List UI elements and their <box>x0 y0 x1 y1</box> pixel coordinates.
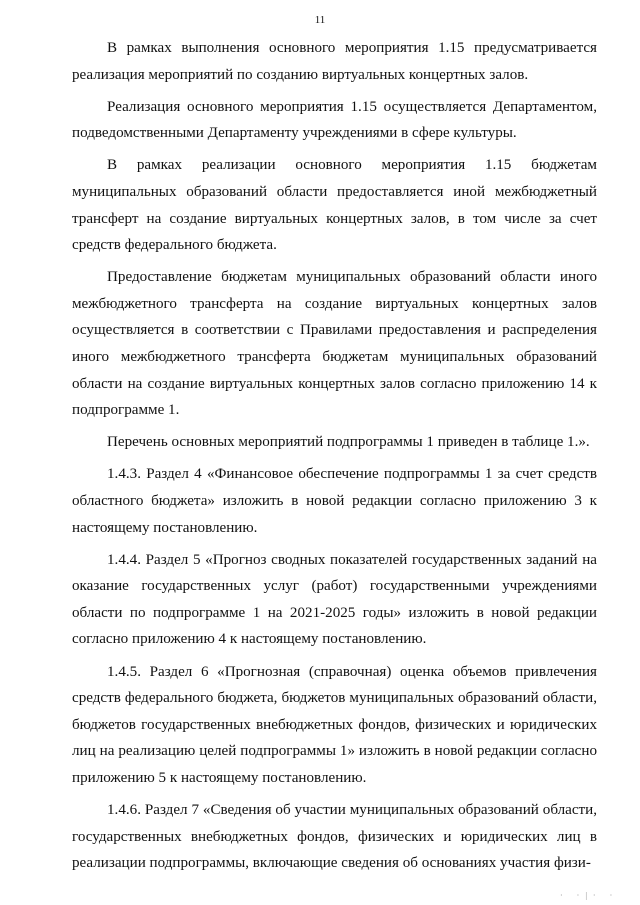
paragraph: 1.4.3. Раздел 4 «Финансовое обеспечение подпрограммы 1 за счет средств областного бюджета» изложить в новой редакции согласно приложению 3 к настоящему постановлению. <box>72 466 597 536</box>
page-number: 11 <box>314 14 326 26</box>
paragraph: 1.4.4. Раздел 5 «Прогноз сводных показателей государственных заданий на оказание государственных услуг (работ) государственными учреждениями области по подпрограмме 1 на 2021-2025 годы» изложить в новой редакции согласно приложению 4 к настоящему постановлению. <box>72 551 597 648</box>
document-body <box>72 35 597 882</box>
paragraph: Предоставление бюджетам муниципальных образований области иного межбюджетного трансферта на создание виртуальных концертных залов осуществляется в соответствии с Правилами предоставления и распределения иного межбюджетного трансферта бюджетам муниципальных образований области на создание виртуальных концертных залов согласно приложению 14 к подпрограмме 1. <box>72 269 597 419</box>
paragraph: Реализация основного мероприятия 1.15 осуществляется Департаментом, подведомственными Департаменту учреждениями в сфере культуры. <box>72 98 597 142</box>
paragraph: 1.4.6. Раздел 7 «Сведения об участии муниципальных образований области, государственных внебюджетных фондов, физических и юридических лиц в реализации подпрограммы, включающие сведения об основаниях участия физи- <box>72 802 597 872</box>
paragraph: Перечень основных мероприятий подпрограммы 1 приведен в таблице 1.». <box>107 434 590 451</box>
paragraph: 1.4.5. Раздел 6 «Прогнозная (справочная) оценка объемов привлечения средств федерального бюджета, бюджетов муниципальных образований области, бюджетов государственных внебюджетных фондов, физических и юридических лиц на реализацию целей подпрограммы 1» изложить в новой редакции согласно приложению 5 к настоящему постановлению. <box>72 663 597 786</box>
paragraph: В рамках реализации основного мероприятия 1.15 бюджетам муниципальных образований области предоставляется иной межбюджетный трансферт на создание виртуальных концертных залов, в том числе за счет средств федерального бюджета. <box>72 157 597 254</box>
scan-marks: · ·|· · <box>560 891 619 900</box>
paragraph: В рамках выполнения основного мероприятия 1.15 предусматривается реализация мероприятий по созданию виртуальных концертных залов. <box>72 40 597 83</box>
